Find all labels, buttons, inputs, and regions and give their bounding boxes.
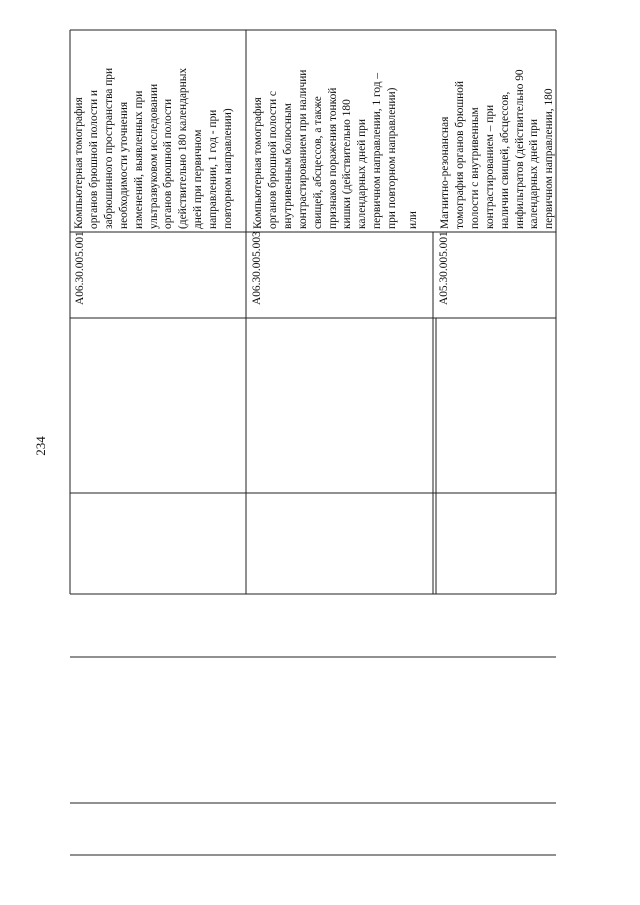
row-1-code: A06.30.005.001 [74, 231, 86, 305]
row-3-code: A05.30.005.001 [438, 231, 450, 305]
row-2-connector: или [407, 211, 419, 229]
row-2-code: A06.30.005.003 [251, 231, 263, 305]
page-number: 234 [32, 436, 48, 456]
row-1-description: Компьютерная томография органов брюшной полости и забрюшинного пространства при необходимости уточнения изменений, выявленных при ультразвуковом исследовании органов брюшной полости (действительно 180 календарных дней при первичном направлении, 1 год - при повторном направлении) [73, 67, 235, 229]
row-2-description: Компьютерная томография органов брюшной полости с внутривенным болюсным контрастированием при наличии свищей, абсцессов, а также признаков поражения тонкой кишки (действительно 180 календарных дней при первичном направлении, 1 год – при повторном направлении) [252, 69, 399, 229]
row-3-description: Магнитно-резонансная томография органов брюшной полости с внутривенным контрастированием – при наличии свищей, абсцессов, инфильтратов (действительно 90 календарных дней при первичном направлении, 180 [439, 69, 556, 229]
